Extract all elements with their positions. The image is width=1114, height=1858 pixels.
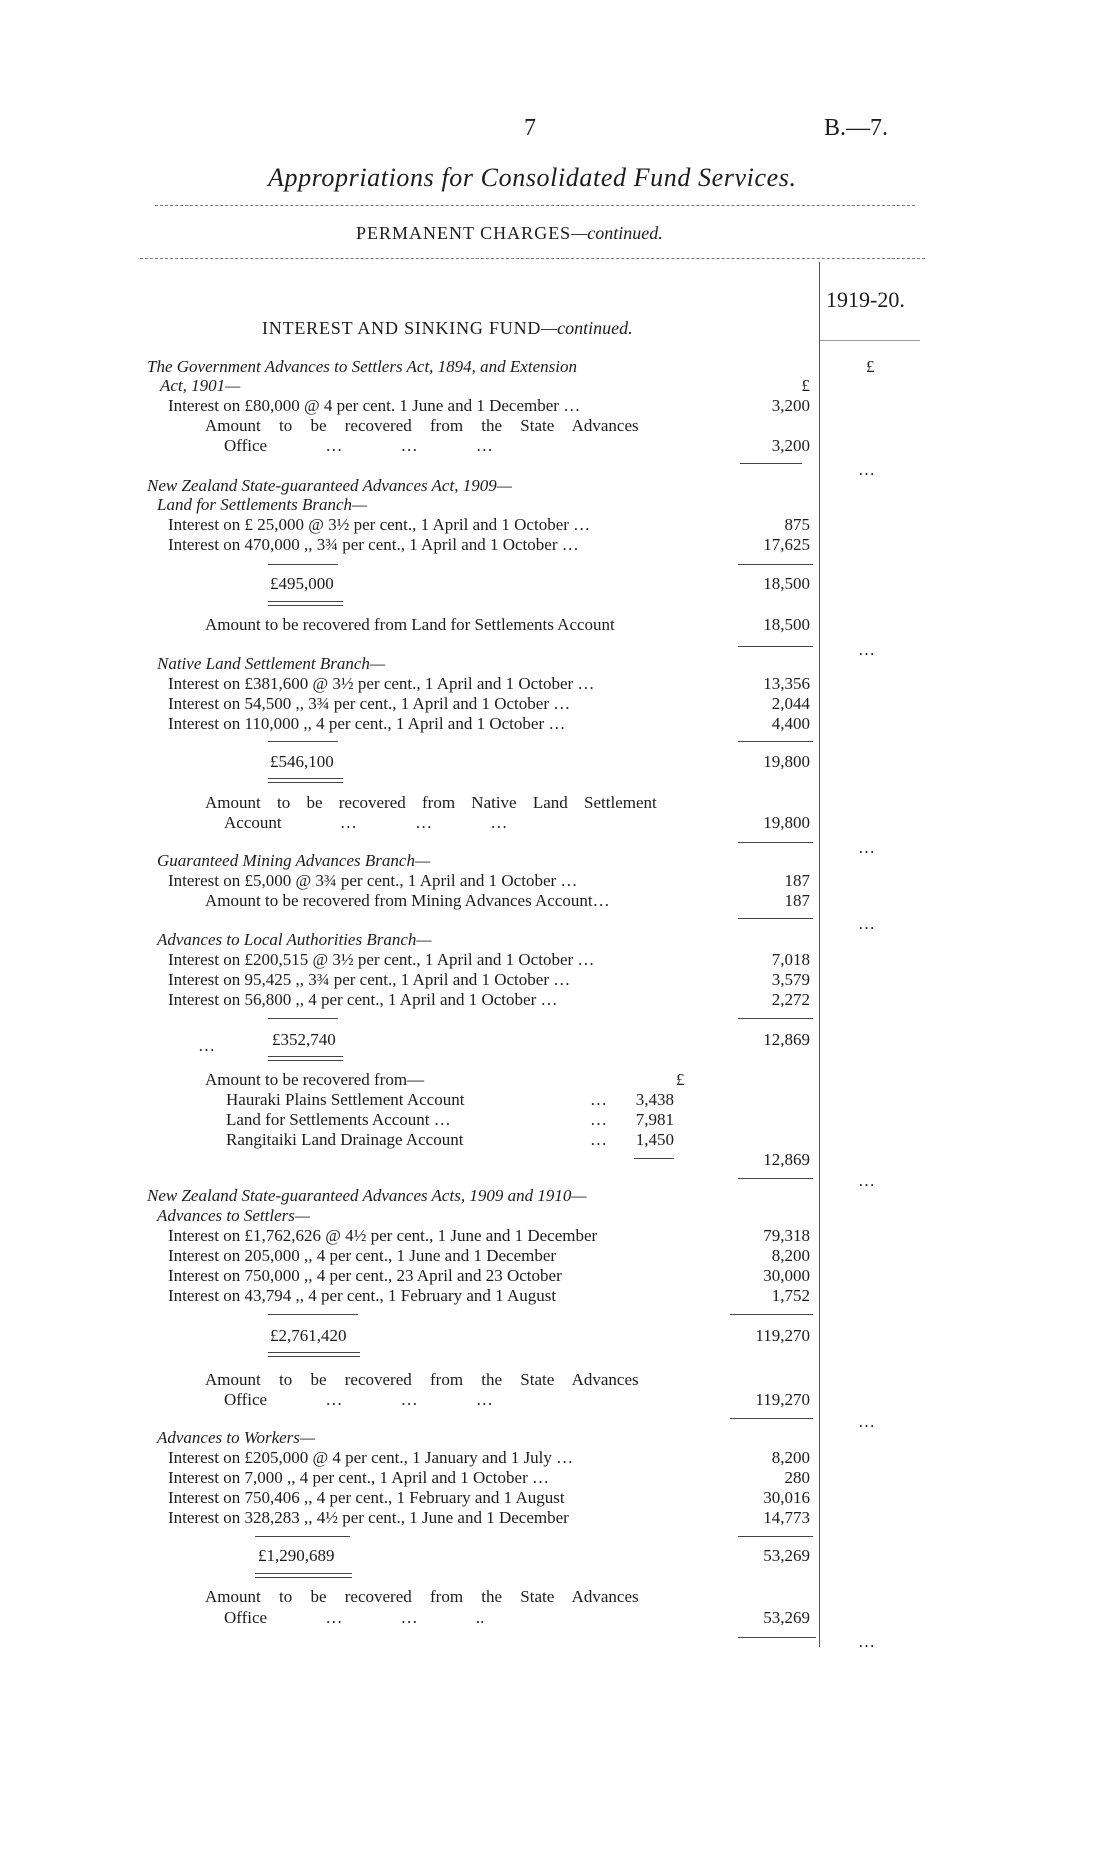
b5-accounts-rule — [634, 1158, 674, 1159]
b2-subtitle: Land for Settlements Branch— — [157, 495, 368, 514]
b4-subtitle: Guaranteed Mining Advances Branch— — [157, 851, 431, 870]
b2-capital-double-rule-2 — [268, 605, 343, 606]
b2-subtotal-value: 18,500 — [763, 574, 810, 593]
b2-capital-rule — [268, 564, 338, 565]
b6-year-dots: … — [858, 1412, 875, 1431]
b5-account-value-3: 1,450 — [635, 1130, 674, 1149]
b3-interest-line-1: Interest on £381,600 @ 3½ per cent., 1 April and 1 October … — [168, 674, 595, 693]
b2-interest-line-1: Interest on £ 25,000 @ 3½ per cent., 1 April and 1 October … — [168, 515, 591, 534]
b1-pound-sign: £ — [801, 376, 810, 395]
b3-recover-value: 19,800 — [763, 813, 810, 832]
b3-subtitle: Native Land Settlement Branch— — [157, 654, 386, 673]
b7-year-dots: … — [858, 1632, 875, 1651]
b7-subtotal-value: 53,269 — [763, 1546, 810, 1565]
b1-interest-value: 3,200 — [771, 396, 810, 415]
b4-year-dots: … — [858, 914, 875, 933]
b5-recover-line: Amount to be recovered from— — [205, 1070, 425, 1089]
b7-recover-line2: Office … … .. — [224, 1608, 485, 1627]
b5-account-dots-2: … — [590, 1110, 607, 1129]
b6-capital-rule — [268, 1314, 358, 1315]
b7-subtitle: Advances to Workers— — [157, 1428, 316, 1447]
b7-interest-value-4: 14,773 — [763, 1508, 810, 1527]
b2-subtotal-rule — [738, 564, 813, 565]
b3-subtotal-rule — [738, 741, 813, 742]
b2-interest-value-2: 17,625 — [763, 535, 810, 554]
title-rule — [155, 205, 915, 206]
b5-capital-double-rule-2 — [268, 1060, 343, 1061]
b5-close-rule — [738, 1178, 813, 1179]
section-title — [262, 318, 633, 339]
b3-interest-line-3: Interest on 110,000 ,, 4 per cent., 1 April and 1 October … — [168, 714, 566, 733]
b5-account-value-1: 3,438 — [635, 1090, 674, 1109]
b7-interest-line-2: Interest on 7,000 ,, 4 per cent., 1 April and 1 October … — [168, 1468, 549, 1487]
b6-interest-value-2: 8,200 — [771, 1246, 810, 1265]
page-number: 7 — [524, 115, 536, 141]
b3-recover-line: Amount to be recovered from Native Land Settlement — [205, 793, 657, 812]
section-title-main: INTEREST AND SINKING FUND — [262, 318, 542, 338]
b3-subtotal-value: 19,800 — [763, 752, 810, 771]
b7-capital-double-rule-1 — [255, 1573, 352, 1574]
b3-capital-rule — [268, 741, 338, 742]
b6-capital-double-rule-1 — [268, 1352, 360, 1353]
section-title-continued: —continued. — [541, 318, 633, 338]
b6-capital-total: £2,761,420 — [270, 1326, 347, 1345]
b5-interest-value-3: 2,272 — [771, 990, 810, 1009]
b2-recover-value: 18,500 — [763, 615, 810, 634]
b5-year-dots: … — [858, 1171, 875, 1190]
year-header-rule — [820, 340, 920, 341]
b2-year-dots: … — [858, 640, 875, 659]
b7-capital-double-rule-2 — [255, 1577, 352, 1578]
b7-recover-line: Amount to be recovered from the State Advances — [205, 1587, 639, 1606]
subtitle-main: PERMANENT CHARGES — [356, 223, 572, 243]
b6-recover-line2: Office … … … — [224, 1390, 493, 1409]
b5-subtotal-rule — [738, 1018, 813, 1019]
b5-account-dots-1: … — [590, 1090, 607, 1109]
b6-close-rule — [730, 1418, 813, 1419]
b5-recover-value: 12,869 — [763, 1150, 810, 1169]
b3-close-rule — [738, 842, 813, 843]
column-divider-left — [819, 262, 820, 1647]
b7-recover-value: 53,269 — [763, 1608, 810, 1627]
b3-interest-line-2: Interest on 54,500 ,, 3¾ per cent., 1 April and 1 October … — [168, 694, 571, 713]
b7-close-rule — [738, 1637, 816, 1638]
b6-interest-value-1: 79,318 — [763, 1226, 810, 1245]
b2-capital-total: £495,000 — [270, 574, 334, 593]
b5-account-value-2: 7,981 — [635, 1110, 674, 1129]
b6-interest-line-1: Interest on £1,762,626 @ 4½ per cent., 1 June and 1 December — [168, 1226, 598, 1245]
b2-recover-line: Amount to be recovered from Land for Settlements Account — [205, 615, 615, 634]
b5-interest-value-1: 7,018 — [771, 950, 810, 969]
year-pound-sign: £ — [866, 357, 875, 376]
b7-interest-line-4: Interest on 328,283 ,, 4½ per cent., 1 June and 1 December — [168, 1508, 569, 1527]
b6-capital-double-rule-2 — [268, 1356, 360, 1357]
b5-interest-line-2: Interest on 95,425 ,, 3¾ per cent., 1 April and 1 October … — [168, 970, 571, 989]
b3-capital-total: £546,100 — [270, 752, 334, 771]
b3-interest-value-1: 13,356 — [763, 674, 810, 693]
b7-interest-line-1: Interest on £205,000 @ 4 per cent., 1 January and 1 July … — [168, 1448, 574, 1467]
b3-capital-double-rule-2 — [268, 782, 343, 783]
b3-year-dots: … — [858, 838, 875, 857]
b3-interest-value-2: 2,044 — [771, 694, 810, 713]
b2-title: New Zealand State-guaranteed Advances Act, 1909— — [147, 476, 512, 495]
b7-interest-value-2: 280 — [784, 1468, 810, 1487]
b6-recover-line: Amount to be recovered from the State Advances — [205, 1370, 639, 1389]
b1-interest-line: Interest on £80,000 @ 4 per cent. 1 June and 1 December … — [168, 396, 581, 415]
b1-close-rule — [740, 463, 802, 464]
year-column-header: 1919-20. — [826, 287, 905, 312]
b6-interest-line-3: Interest on 750,000 ,, 4 per cent., 23 April and 23 October — [168, 1266, 562, 1285]
b4-close-rule — [738, 918, 813, 919]
b4-recover-line: Amount to be recovered from Mining Advances Account… — [205, 891, 610, 910]
b5-lead-dots: … — [198, 1036, 215, 1055]
b6-interest-line-4: Interest on 43,794 ,, 4 per cent., 1 February and 1 August — [168, 1286, 557, 1305]
b1-title: The Government Advances to Settlers Act, 1894, and Extension — [147, 357, 577, 376]
b5-account-name-3: Rangitaiki Land Drainage Account — [226, 1130, 464, 1149]
b5-subtitle: Advances to Local Authorities Branch— — [157, 930, 432, 949]
b7-capital-total: £1,290,689 — [258, 1546, 335, 1565]
b4-interest-line: Interest on £5,000 @ 3¾ per cent., 1 April and 1 October … — [168, 871, 578, 890]
subtitle-continued: —continued. — [571, 223, 663, 243]
b1-recover-value: 3,200 — [771, 436, 810, 455]
b7-capital-rule — [255, 1536, 350, 1537]
b7-subtotal-rule — [738, 1536, 813, 1537]
page-title: Appropriations for Consolidated Fund Services. — [268, 163, 797, 192]
b7-interest-line-3: Interest on 750,406 ,, 4 per cent., 1 February and 1 August — [168, 1488, 565, 1507]
b4-recover-value: 187 — [784, 891, 810, 910]
b6-title: New Zealand State-guaranteed Advances Acts, 1909 and 1910— — [147, 1186, 587, 1205]
b5-account-dots-3: … — [590, 1130, 607, 1149]
b3-capital-double-rule-1 — [268, 778, 343, 779]
page-subtitle — [356, 223, 663, 244]
b3-recover-line2: Account … … … — [224, 813, 508, 832]
b5-capital-rule — [268, 1018, 338, 1019]
b1-title-line2: Act, 1901— — [160, 376, 241, 395]
b5-interest-value-2: 3,579 — [771, 970, 810, 989]
b4-interest-value: 187 — [784, 871, 810, 890]
b6-subtotal-value: 119,270 — [755, 1326, 810, 1345]
b5-account-name-2: Land for Settlements Account … — [226, 1110, 451, 1129]
b2-close-rule — [738, 646, 813, 647]
b1-recover-line2: Office … … … — [224, 436, 493, 455]
b7-interest-value-1: 8,200 — [771, 1448, 810, 1467]
b3-interest-value-3: 4,400 — [771, 714, 810, 733]
b6-subtotal-rule — [730, 1314, 813, 1315]
b1-year-dots: … — [858, 460, 875, 479]
b2-capital-double-rule-1 — [268, 601, 343, 602]
b1-recover-line: Amount to be recovered from the State Advances — [205, 416, 639, 435]
b5-interest-line-1: Interest on £200,515 @ 3½ per cent., 1 April and 1 October … — [168, 950, 595, 969]
b5-subtotal-value: 12,869 — [763, 1030, 810, 1049]
b6-interest-value-4: 1,752 — [771, 1286, 810, 1305]
b2-interest-line-2: Interest on 470,000 ,, 3¾ per cent., 1 April and 1 October … — [168, 535, 579, 554]
b6-interest-value-3: 30,000 — [763, 1266, 810, 1285]
document-reference: B.—7. — [824, 115, 889, 141]
b5-capital-total: £352,740 — [272, 1030, 336, 1049]
b6-recover-value: 119,270 — [755, 1390, 810, 1409]
b7-interest-value-3: 30,016 — [763, 1488, 810, 1507]
b5-accounts-pound-sign: £ — [676, 1070, 685, 1089]
b6-subtitle: Advances to Settlers— — [157, 1206, 310, 1225]
b5-interest-line-3: Interest on 56,800 ,, 4 per cent., 1 April and 1 October … — [168, 990, 558, 1009]
b2-interest-value-1: 875 — [784, 515, 810, 534]
b5-capital-double-rule-1 — [268, 1056, 343, 1057]
subtitle-rule — [140, 258, 925, 259]
b6-interest-line-2: Interest on 205,000 ,, 4 per cent., 1 June and 1 December — [168, 1246, 557, 1265]
b5-account-name-1: Hauraki Plains Settlement Account — [226, 1090, 465, 1109]
